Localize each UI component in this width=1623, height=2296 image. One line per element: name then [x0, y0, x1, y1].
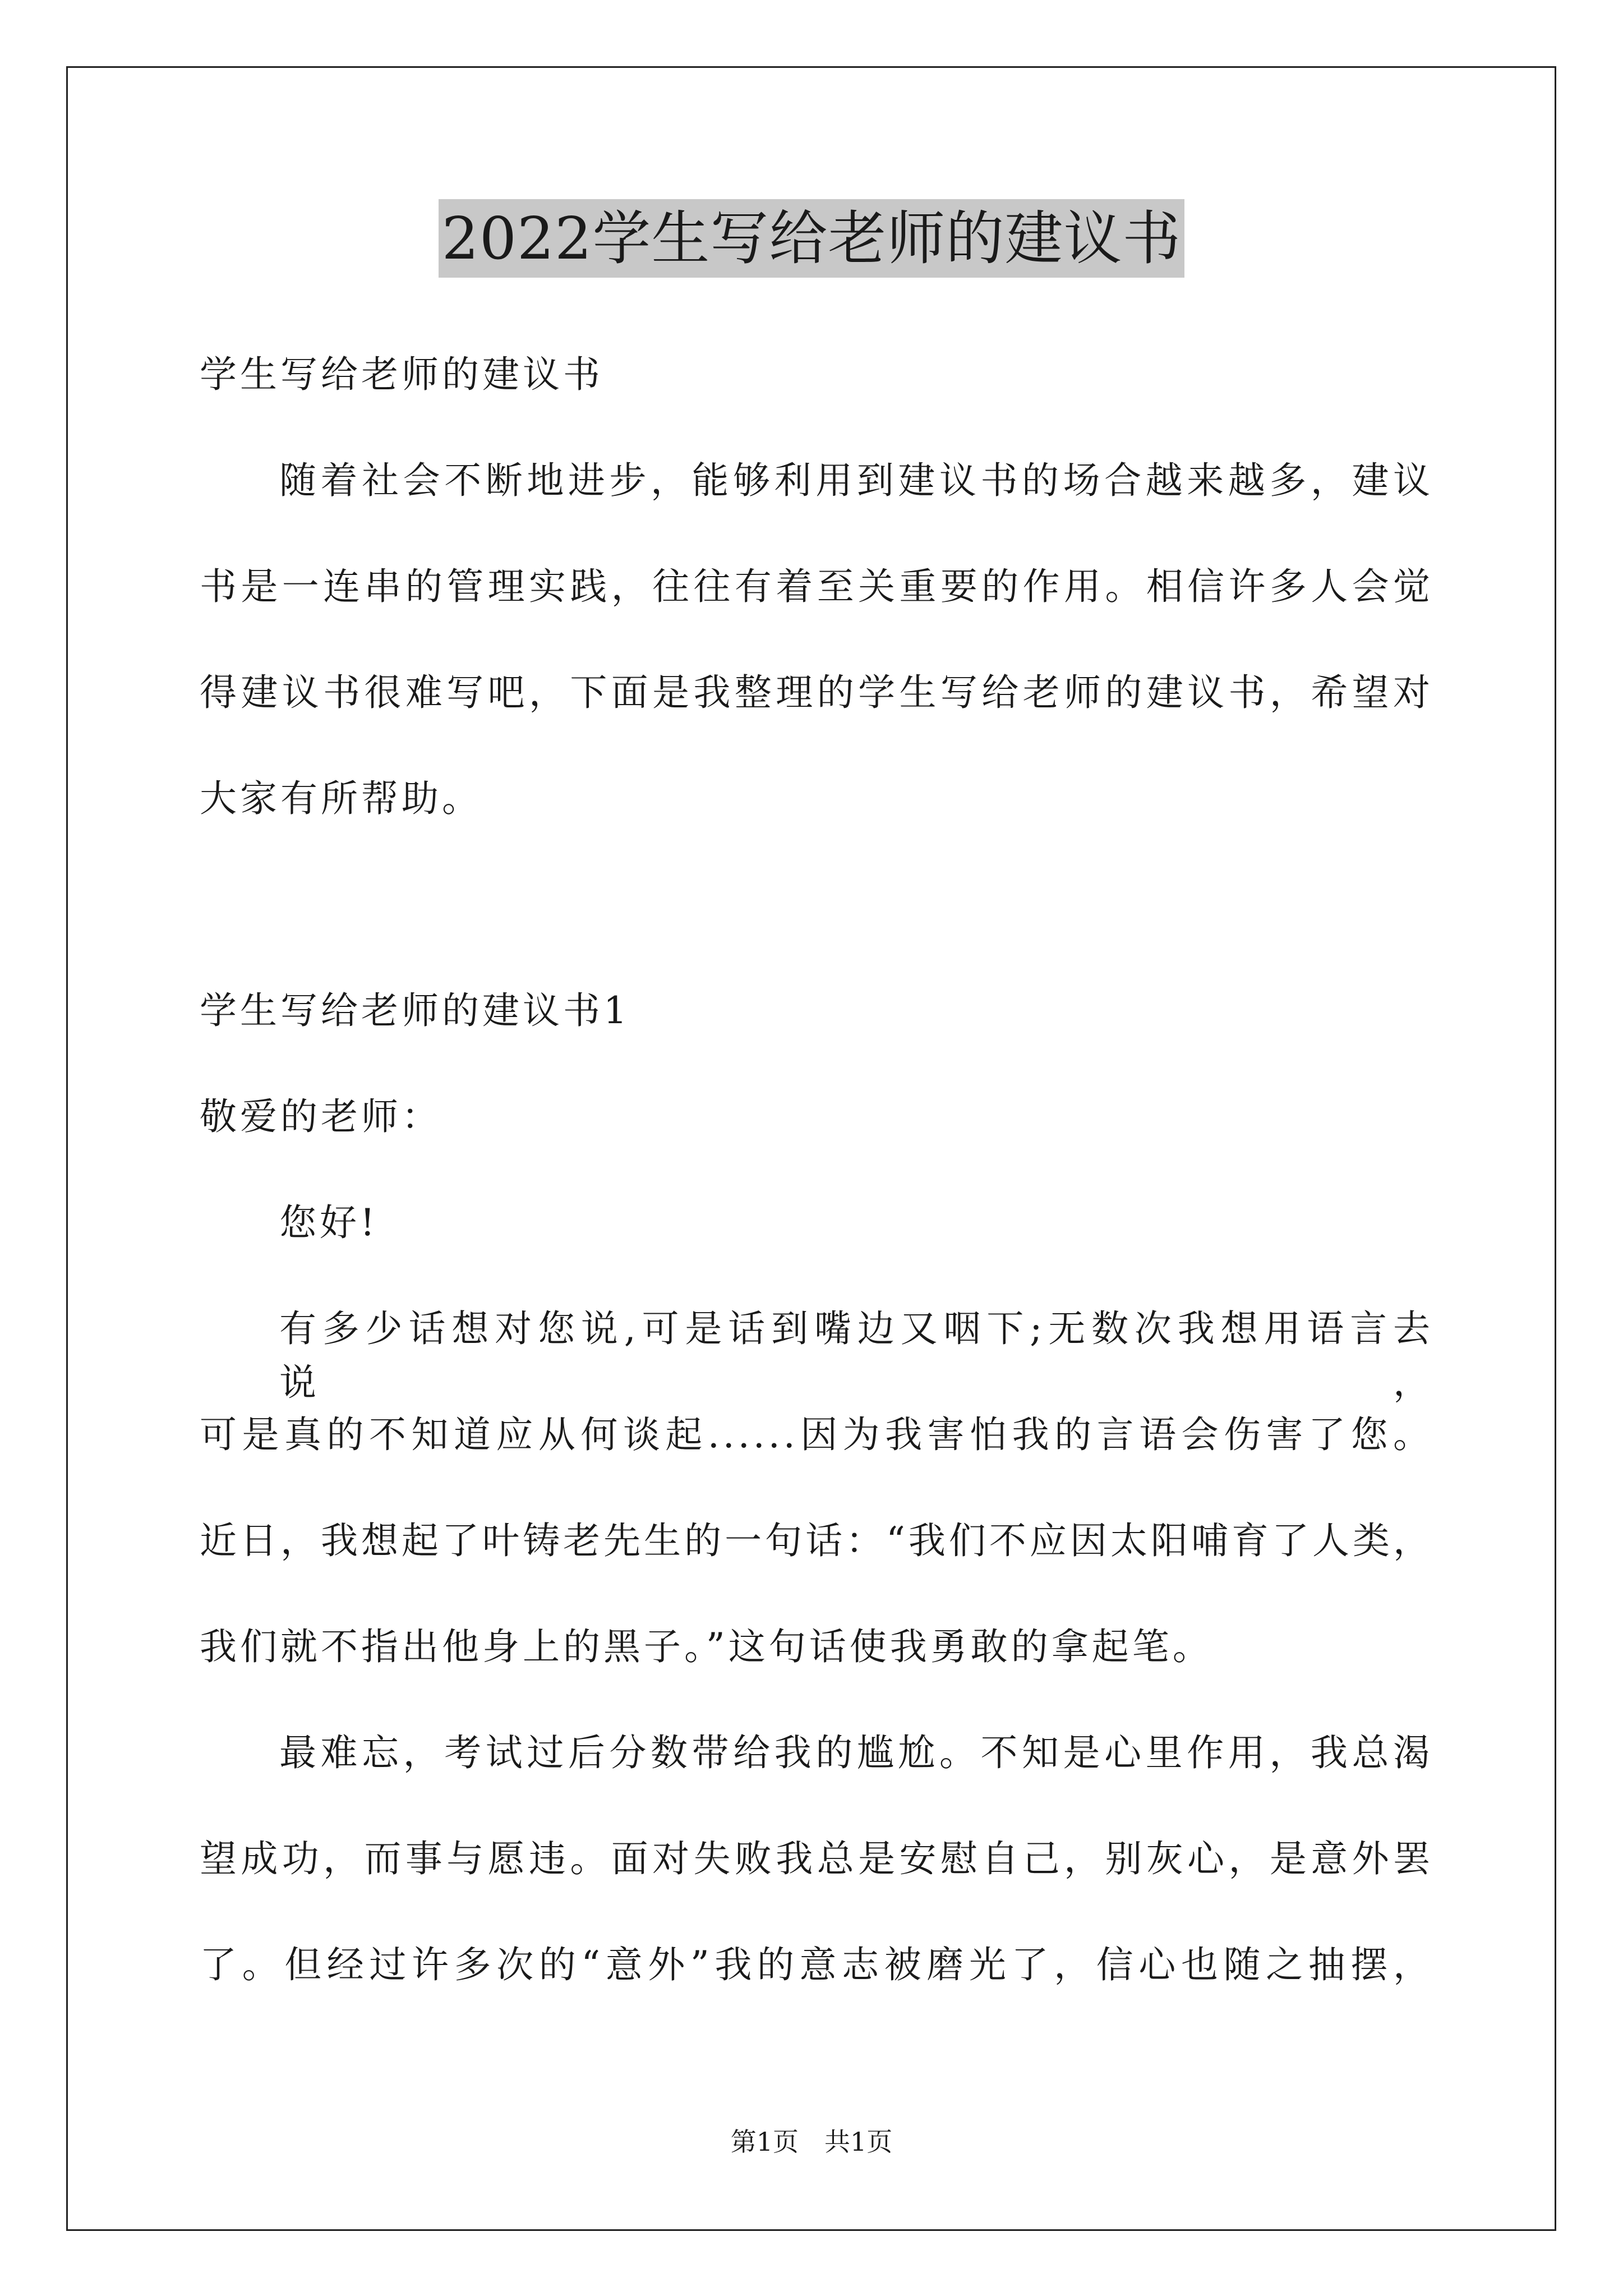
- paragraph-line: 了。但经过许多次的“意外”我的意志被磨光了，信心也随之抽摆，: [200, 1943, 1433, 1986]
- paragraph-line: 望成功，而事与愿违。面对失败我总是安慰自己，别灰心，是意外罢: [200, 1837, 1433, 1880]
- paragraph-line: 近日，我想起了叶铸老先生的一句话：“我们不应因太阳哺育了人类，: [200, 1519, 1433, 1562]
- paragraph-line: 最难忘，考试过后分数带给我的尴尬。不知是心里作用，我总渴: [279, 1731, 1433, 1774]
- page-footer: 第1页 共1页: [730, 2127, 893, 2157]
- subtitle-line: 学生写给老师的建议书: [200, 353, 603, 396]
- document-body: [200, 348, 1433, 2044]
- salutation: 敬爱的老师：: [200, 1095, 442, 1138]
- paragraph-line: 我们就不指出他身上的黑子。”这句话使我勇敢的拿起笔。: [200, 1625, 1213, 1668]
- paragraph-line: 得建议书很难写吧，下面是我整理的学生写给老师的建议书，希望对: [200, 671, 1433, 714]
- paragraph-line: 书是一连串的管理实践，往往有着至关重要的作用。相信许多人会觉: [200, 565, 1433, 608]
- greeting: 您好!: [279, 1201, 379, 1244]
- paragraph-line: 大家有所帮助。: [200, 777, 482, 820]
- title-container: [0, 199, 1623, 278]
- paragraph-line: 有多少话想对您说,可是话到嘴边又咽下;无数次我想用语言去说，: [279, 1307, 1433, 1404]
- paragraph-line: 可是真的不知道应从何谈起......因为我害怕我的言语会伤害了您。: [200, 1413, 1433, 1456]
- paragraph-line: 随着社会不断地进步，能够利用到建议书的场合越来越多，建议: [279, 459, 1433, 502]
- section-heading: 学生写给老师的建议书1: [200, 989, 630, 1032]
- paragraph-gap: [200, 878, 1433, 984]
- document-title: 2022学生写给老师的建议书: [439, 199, 1185, 278]
